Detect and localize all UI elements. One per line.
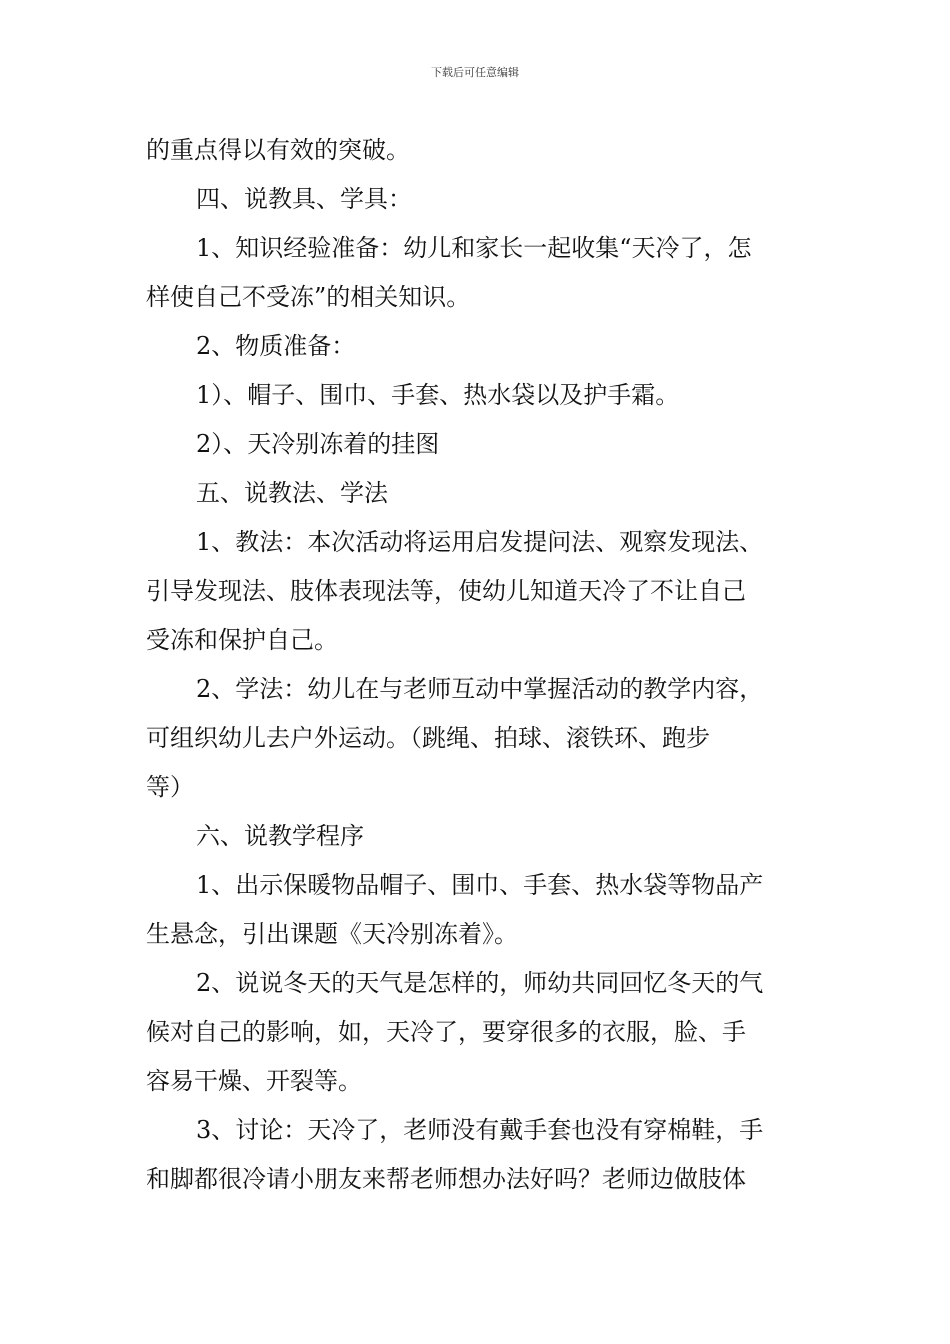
text-line: 可组织幼儿去户外运动。（跳绳、拍球、滚铁环、跑步 [146, 724, 710, 752]
text-line: 1）、帽子、围巾、手套、热水袋以及护手霜。 [196, 381, 680, 409]
text-line: 2、物质准备： [196, 332, 356, 360]
text-line: 生悬念，引出课题《天冷别冻着》。 [146, 920, 518, 948]
text-line: 1、出示保暖物品帽子、围巾、手套、热水袋等物品产 [196, 871, 764, 899]
text-line: 1、教法：本次活动将运用启发提问法、观察发现法、 [196, 528, 764, 556]
section-heading: 五、说教法、学法 [196, 479, 388, 507]
text-line: 引导发现法、肢体表现法等，使幼儿知道天冷了不让自己 [146, 577, 746, 605]
text-line: 1、知识经验准备：幼儿和家长一起收集“天冷了，怎 [196, 234, 752, 262]
text-line: 2）、天冷别冻着的挂图 [196, 430, 440, 458]
text-line: 2、说说冬天的天气是怎样的，师幼共同回忆冬天的气 [196, 969, 764, 997]
text-line: 容易干燥、开裂等。 [146, 1067, 362, 1095]
page-header: 下载后可任意编辑 [431, 66, 519, 79]
text-line: 候对自己的影响，如，天冷了，要穿很多的衣服，脸、手 [146, 1018, 746, 1046]
section-heading: 六、说教学程序 [196, 822, 364, 850]
text-line: 2、学法：幼儿在与老师互动中掌握活动的教学内容， [196, 675, 764, 703]
text-line: 等） [146, 773, 194, 801]
section-heading: 四、说教具、学具： [196, 185, 412, 213]
document-body [146, 126, 808, 1204]
text-line: 的重点得以有效的突破。 [146, 136, 410, 164]
text-line: 3、讨论：天冷了，老师没有戴手套也没有穿棉鞋，手 [196, 1116, 764, 1144]
text-line: 受冻和保护自己。 [146, 626, 338, 654]
text-line: 和脚都很冷请小朋友来帮老师想办法好吗？老师边做肢体 [146, 1165, 746, 1193]
text-line: 样使自己不受冻”的相关知识。 [146, 283, 471, 311]
